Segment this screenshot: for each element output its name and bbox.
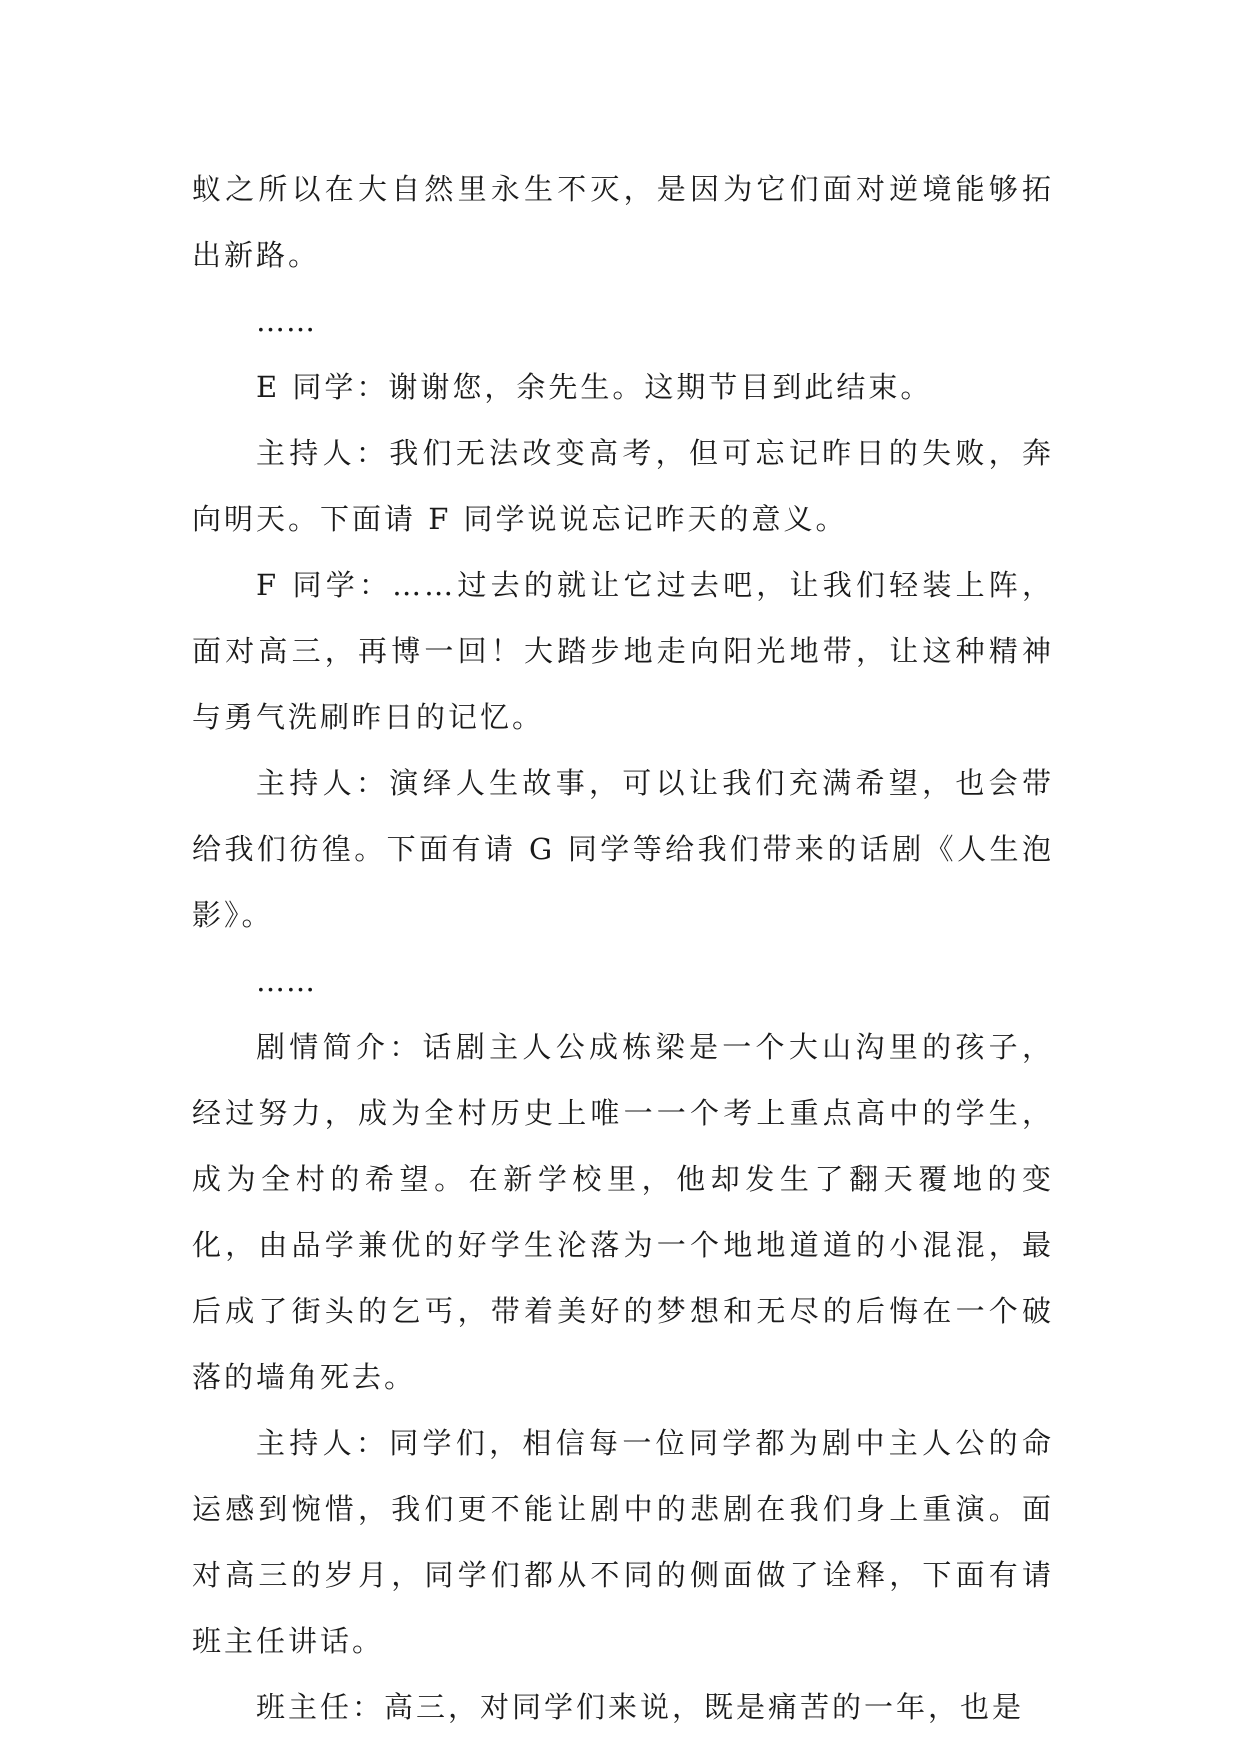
ellipsis-line: …… <box>256 964 316 998</box>
paragraph-host-intro-f: 主持人：我们无法改变高考，但可忘记昨日的失败，奔向明天。下面请 F 同学说说忘记昨天的意义。 <box>192 436 1054 536</box>
paragraph-student-e: E 同学：谢谢您，余先生。这期节目到此结束。 <box>256 370 933 404</box>
paragraph-student-f: F 同学：……过去的就让它过去吧，让我们轻装上阵，面对高三，再博一回！大踏步地走向阳光地带，让这种精神与勇气洗刷昨日的记忆。 <box>192 568 1054 734</box>
paragraph-teacher-speech: 班主任：高三，对同学们来说，既是痛苦的一年，也是 <box>256 1690 1025 1724</box>
paragraph-host-intro-g: 主持人：演绎人生故事，可以让我们充满希望，也会带给我们彷徨。下面有请 G 同学等给我们带来的话剧《人生泡影》。 <box>192 766 1054 932</box>
paragraph-host-teacher-intro: 主持人：同学们，相信每一位同学都为剧中主人公的命运感到惋惜，我们更不能让剧中的悲剧在我们身上重演。面对高三的岁月，同学们都从不同的侧面做了诠释，下面有请班主任讲话。 <box>192 1426 1054 1658</box>
document-body <box>192 156 1054 1740</box>
paragraph-plot-summary: 剧情简介：话剧主人公成栋梁是一个大山沟里的孩子，经过努力，成为全村历史上唯一一个考上重点高中的学生，成为全村的希望。在新学校里，他却发生了翻天覆地的变化，由品学兼优的好学生沦落为一个地地道道的小混混，最后成了街头的乞丐，带着美好的梦想和无尽的后悔在一个破落的墙角死去。 <box>192 1030 1054 1394</box>
paragraph-continuation: 蚁之所以在大自然里永生不灭，是因为它们面对逆境能够拓出新路。 <box>192 172 1054 272</box>
ellipsis-line: …… <box>256 304 316 338</box>
